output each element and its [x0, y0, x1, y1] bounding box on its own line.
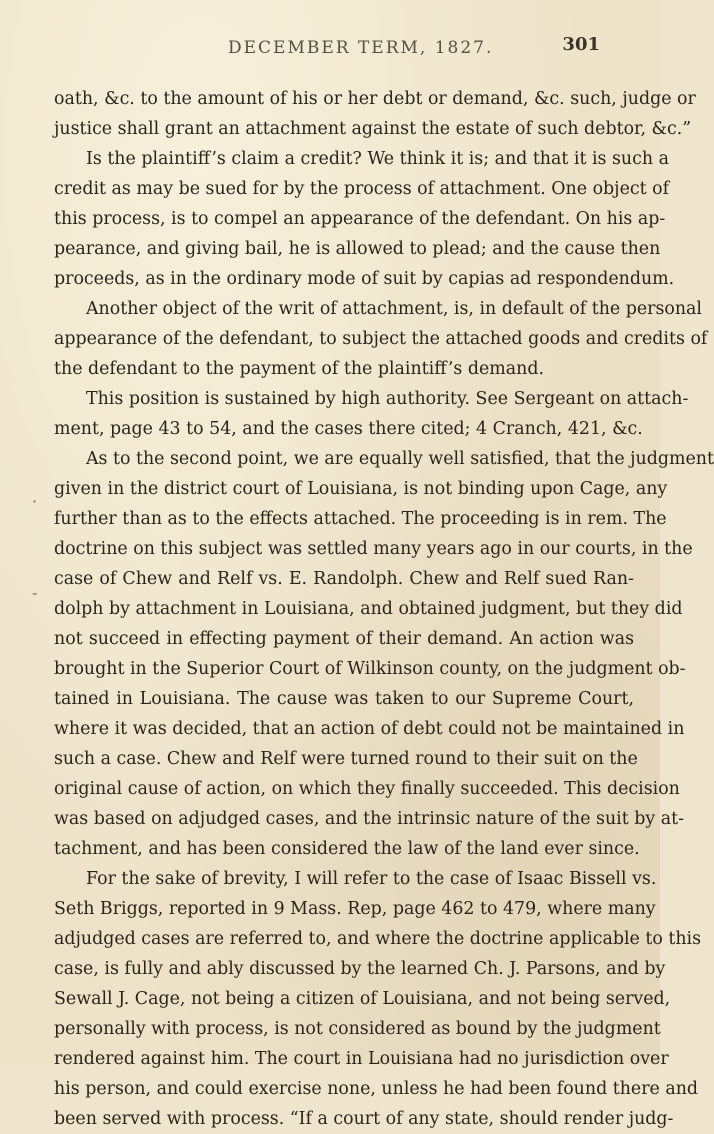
text-line: dolph by attachment in Louisiana, and obtained judgment, but they did: [54, 599, 683, 619]
margin-mark: -: [32, 583, 38, 602]
text-line: tained in Louisiana. The cause was taken to our Supreme Court,: [54, 689, 634, 709]
text-line: such a case. Chew and Relf were turned round to their suit on the: [54, 749, 638, 769]
text-line: the defendant to the payment of the plaintiff’s demand.: [54, 359, 544, 379]
text-line: brought in the Superior Court of Wilkinson county, on the judgment ob-: [54, 659, 686, 679]
text-line: Sewall J. Cage, not being a citizen of Louisiana, and not being served,: [54, 989, 671, 1009]
text-line: proceeds, as in the ordinary mode of suit by capias ad respondendum.: [54, 269, 675, 289]
text-line: case of Chew and Relf vs. E. Randolph. Chew and Relf sued Ran-: [54, 569, 634, 589]
body-text: [54, 84, 714, 1134]
text-line: Is the plaintiff’s claim a credit? We think it is; and that it is such a: [86, 149, 669, 169]
text-line: appearance of the defendant, to subject the attached goods and credits of: [54, 329, 708, 349]
text-line: case, is fully and ably discussed by the learned Ch. J. Parsons, and by: [54, 959, 666, 979]
text-line: been served with process. “If a court of any state, should render judg-: [54, 1109, 674, 1129]
text-line: This position is sustained by high authority. See Sergeant on attach-: [86, 389, 689, 409]
text-line: not succeed in effecting payment of their demand. An action was: [54, 629, 634, 649]
text-line: given in the district court of Louisiana, is not binding upon Cage, any: [54, 479, 668, 499]
text-line: Seth Briggs, reported in 9 Mass. Rep, page 462 to 479, where many: [54, 899, 656, 919]
text-line: oath, &c. to the amount of his or her debt or demand, &c. such, judge or: [54, 89, 696, 109]
text-line: pearance, and giving bail, he is allowed to plead; and the cause then: [54, 239, 661, 259]
text-line: further than as to the effects attached. The proceeding is in rem. The: [54, 509, 667, 529]
page-number: 301: [562, 34, 600, 55]
text-line: personally with process, is not considered as bound by the judgment: [54, 1019, 661, 1039]
text-line: justice shall grant an attachment against the estate of such debtor, &c.”: [54, 119, 692, 139]
text-line: original cause of action, on which they finally succeeded. This decision: [54, 779, 680, 799]
text-line: As to the second point, we are equally well satisfied, that the judgment: [86, 449, 714, 469]
text-line: For the sake of brevity, I will refer to the case of Isaac Bissell vs.: [86, 869, 657, 889]
margin-mark: ·: [32, 492, 38, 511]
text-line: tachment, and has been considered the law of the land ever since.: [54, 839, 640, 859]
text-line: Another object of the writ of attachment, is, in default of the personal: [86, 299, 702, 319]
text-line: where it was decided, that an action of debt could not be maintained in: [54, 719, 685, 739]
text-line: ment, page 43 to 54, and the cases there cited; 4 Cranch, 421, &c.: [54, 419, 643, 439]
text-line: his person, and could exercise none, unless he had been found there and: [54, 1079, 699, 1099]
text-line: adjudged cases are referred to, and where the doctrine applicable to this: [54, 929, 702, 949]
page-header: [60, 34, 624, 64]
text-line: was based on adjudged cases, and the intrinsic nature of the suit by at-: [54, 809, 684, 829]
text-line: rendered against him. The court in Louisiana had no jurisdiction over: [54, 1049, 669, 1069]
text-line: this process, is to compel an appearance of the defendant. On his ap-: [54, 209, 666, 229]
text-line: credit as may be sued for by the process of attachment. One object of: [54, 179, 670, 199]
running-head: DECEMBER TERM, 1827.: [228, 38, 494, 58]
text-line: doctrine on this subject was settled many years ago in our courts, in the: [54, 539, 693, 559]
